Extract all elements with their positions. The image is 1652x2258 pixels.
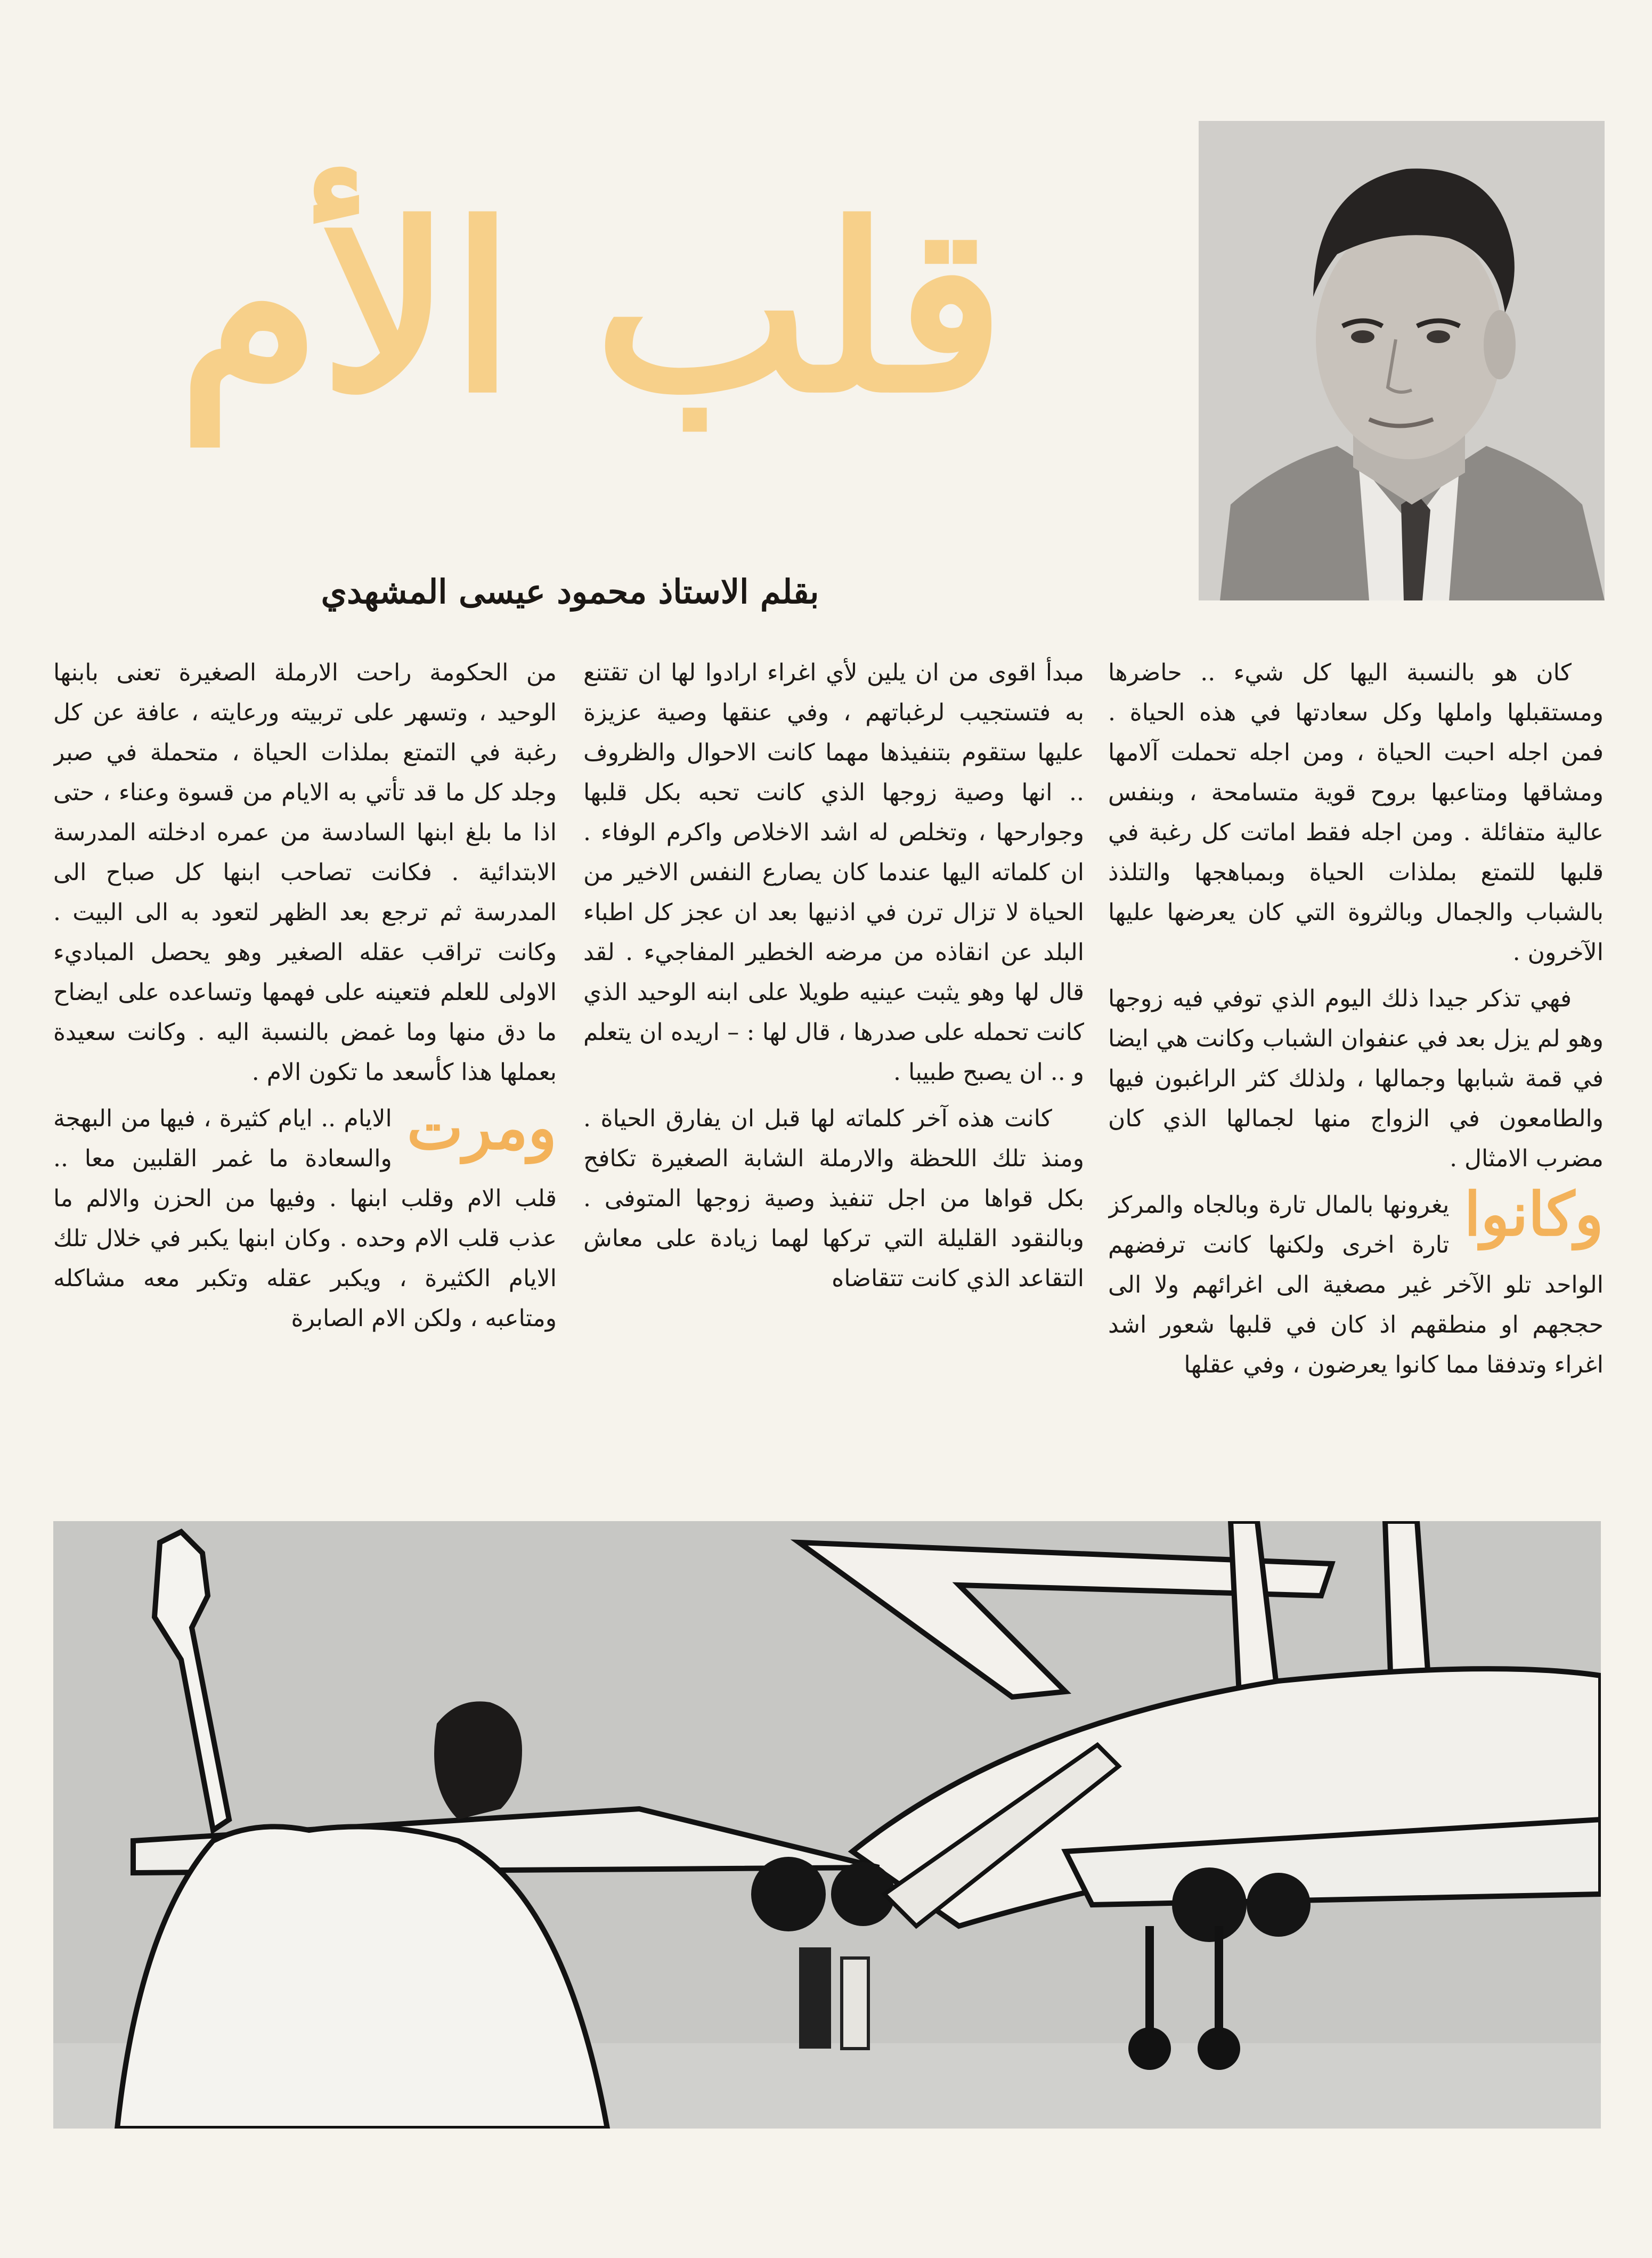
- paragraph: فهي تذكر جيدا ذلك اليوم الذي توفي فيه زوجها وهو لم يزل بعد في عنفوان الشباب وكانت هي ايضا في قمة شبابها وجمالها ، ولذلك كثر الراغبون فيها والطامعون في الزواج منها لجمالها الذي كان مضرب الامثال .: [1108, 985, 1604, 1172]
- text-column-right: [1108, 653, 1604, 1473]
- paragraph: [1108, 1180, 1604, 1385]
- paragraph-text: يغرونها بالمال تارة وبالجاه والمركز تارة اخرى ولكنها كانت ترفضهم الواحد تلو الآخر غير مصغية الى اغرائهم ولا الى حججهم او منطقهم اذ كان في قلبها شعور اشد اغراء وتدفقا مما كانوا يعرضون ، وفي عقلها: [1108, 1191, 1604, 1378]
- paragraph: كان هو بالنسبة اليها كل شيء .. حاضرها ومستقبلها واملها وكل سعادتها في هذه الحياة . فمن اجله احبت الحياة ، ومن اجله تحملت آلامها ومشاقها ومتاعبها بروح قوية متسامحة ، وبنفس عالية متفائلة . ومن اجله فقط اماتت كل رغبة في قلبها للتمتع بملذات الحياة وبمباهجها والتلذذ بالشباب والجمال وبالثروة التي كان يعرضها عليها الآخرون .: [1108, 659, 1604, 966]
- text-column-middle: [583, 653, 1084, 1473]
- dropcap-word: ومرت: [406, 1093, 557, 1163]
- paragraph: كانت هذه آخر كلماته لها قبل ان يفارق الحياة . ومنذ تلك اللحظة والارملة الشابة الصغيرة تكافح بكل قواها من اجل تنفيذ وصية زوجها المتوفى . وبالنقود القليلة التي تركها لهما زيادة على معاش التقاعد الذي كانت تتقاضاه: [583, 1105, 1084, 1292]
- author-portrait: [1199, 121, 1605, 600]
- airport-illustration: [53, 1521, 1601, 2129]
- article-title: قلب الأم: [178, 174, 1005, 443]
- paragraph: من الحكومة راحت الارملة الصغيرة تعنى بابنها الوحيد ، وتسهر على تربيته ورعايته ، عافة عن كل رغبة في التمتع بملذات الحياة ، متحملة في صبر وجلد كل ما قد تأتي به الايام من قسوة وعناء ، حتى اذا ما بلغ ابنها السادسة من عمره ادخلته المدرسة الابتدائية . فكانت تصاحب ابنها كل صباح الى المدرسة ثم ترجع بعد الظهر لتعود به الى البيت . وكانت تراقب عقله الصغير وهو يحصل المباديء الاولى للعلم فتعينه على فهمها وتساعده على ايضاح ما دق منها وما غمض بالنسبة اليه . وكانت سعيدة بعملها هذا كأسعد ما تكون الام .: [53, 659, 557, 1086]
- paragraph-text: الايام .. ايام كثيرة ، فيها من البهجة والسعادة ما غمر القلبين معا .. قلب الام وقلب ابنها . وفيها من الحزن والالم ما عذب قلب الام وحده . وكان ابنها يكبر في خلال تلك الايام الكثيرة ، ويكبر عقله وتكبر معه مشاكله ومتاعبه ، ولكن الام الصابرة: [53, 1105, 557, 1332]
- byline: بقلم الاستاذ محمود عيسى المشهدي: [321, 572, 819, 611]
- dropcap-word: وكانوا: [1464, 1180, 1604, 1249]
- text-column-left: [53, 653, 557, 1473]
- paragraph: [53, 1093, 557, 1338]
- paragraph: مبدأ اقوى من ان يلين لأي اغراء ارادوا لها ان تقتنع به فتستجيب لرغباتهم ، وفي عنقها وصية عزيزة عليها ستقوم بتنفيذها مهما كانت الاحوال والظروف .. انها وصية زوجها الذي كانت تحبه بكل قلبها وجوارحها ، وتخلص له اشد الاخلاص واكرم الوفاء . ان كلماته اليها عندما كان يصارع النفس الاخير من الحياة لا تزال ترن في اذنيها بعد ان عجز كل اطباء البلد عن انقاذه من مرضه الخطير المفاجيء . لقد قال لها وهو يثبت عينيه طويلا على ابنه الوحيد الذي كانت تحمله على صدرها ، قال لها : – اريده ان يتعلم و .. ان يصبح طبيبا .: [583, 659, 1084, 1086]
